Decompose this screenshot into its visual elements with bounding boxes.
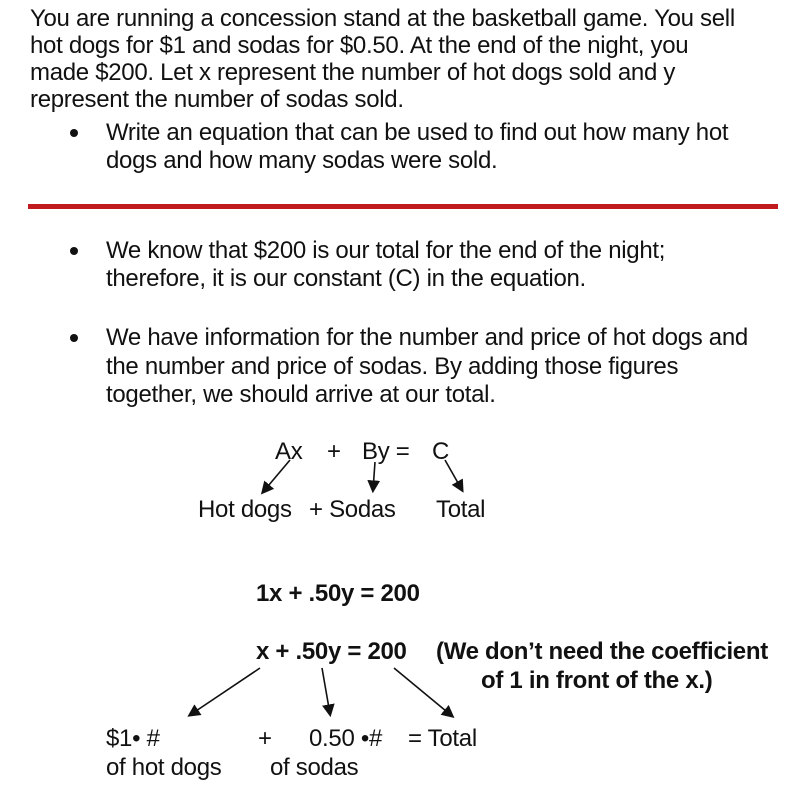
term-by: By = (362, 438, 410, 465)
note-line: of 1 in front of the x.) (481, 667, 713, 694)
solution-line: therefore, it is our constant (C) in the equation. (106, 265, 586, 292)
solution-line: together, we should arrive at our total. (106, 381, 496, 408)
solution-line: We have information for the number and price of hot dogs and (106, 324, 748, 351)
arrow-icon (322, 668, 330, 714)
solution-line: We know that $200 is our total for the end of the night; (106, 237, 666, 264)
plus-sign: + (327, 438, 341, 465)
arrow-icon (373, 462, 375, 490)
term-c: C (432, 438, 450, 465)
problem-line: You are running a concession stand at the basketball game. You sell (30, 5, 735, 32)
arrow-icon (263, 460, 290, 492)
problem-line: made $200. Let x represent the number of hot dogs sold and y (30, 59, 676, 86)
sodas-count: of sodas (270, 754, 359, 781)
arrow-icon (445, 460, 462, 490)
label-sodas: + Sodas (309, 496, 396, 523)
label-hotdogs: Hot dogs (198, 496, 292, 523)
problem-line: represent the number of sodas sold. (30, 86, 404, 113)
hotdogs-count: of hot dogs (106, 754, 222, 781)
hotdogs-price: $1• # (106, 725, 160, 752)
note-line: (We don’t need the coefficient (436, 638, 768, 665)
total-label: = Total (408, 725, 477, 752)
solution-line: the number and price of sodas. By adding those figures (106, 353, 679, 380)
term-ax: Ax (275, 438, 303, 465)
task-line: dogs and how many sodas were sold. (106, 147, 498, 174)
plus-sign: + (258, 725, 272, 752)
equation-full: 1x + .50y = 200 (256, 580, 420, 607)
problem-line: hot dogs for $1 and sodas for $0.50. At the end of the night, you (30, 32, 689, 59)
label-total: Total (436, 496, 486, 523)
task-line: Write an equation that can be used to find out how many hot (106, 119, 729, 146)
equation-simplified: x + .50y = 200 (256, 638, 407, 665)
arrow-icon (190, 668, 260, 715)
sodas-price: 0.50 •# (309, 725, 383, 752)
arrow-icon (394, 668, 452, 716)
